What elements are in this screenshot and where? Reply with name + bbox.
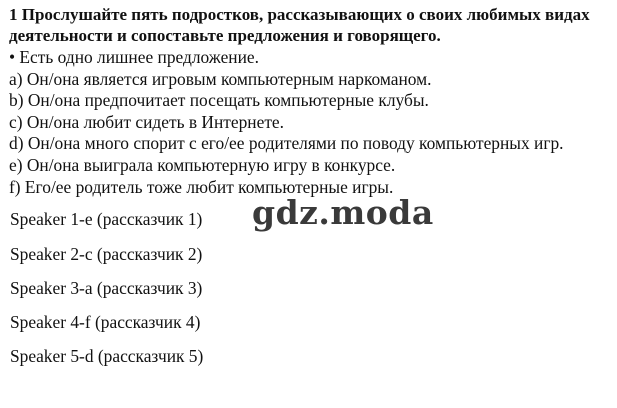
task-heading: 1 Прослушайте пять подростков, рассказывающих о своих любимых видах деятельности и сопоставьте предложения и говорящего. <box>9 5 590 45</box>
option-b: b) Он/она предпочитает посещать компьютерные клубы. <box>9 90 429 111</box>
answer-speaker-3: Speaker 3-a (рассказчик 3) <box>10 278 203 298</box>
task-lines <box>9 47 564 198</box>
answer-speaker-1: Speaker 1-e (рассказчик 1) <box>10 209 203 229</box>
answer-speaker-5: Speaker 5-d (рассказчик 5) <box>10 346 204 366</box>
answer-speaker-4: Speaker 4-f (рассказчик 4) <box>10 312 201 332</box>
option-d: d) Он/она много спорит с его/ее родителями по поводу компьютерных игр. <box>9 133 564 154</box>
option-c: c) Он/она любит сидеть в Интернете. <box>9 111 284 132</box>
option-e: e) Он/она выиграла компьютерную игру в конкурсе. <box>9 154 396 175</box>
answer-speaker-2: Speaker 2-c (рассказчик 2) <box>10 244 203 264</box>
option-f: f) Его/ее родитель тоже любит компьютерные игры. <box>9 176 394 197</box>
option-a: a) Он/она является игровым компьютерным наркоманом. <box>9 68 432 89</box>
watermark: gdz.moda <box>252 193 434 232</box>
task-note: • Есть одно лишнее предложение. <box>9 47 259 67</box>
